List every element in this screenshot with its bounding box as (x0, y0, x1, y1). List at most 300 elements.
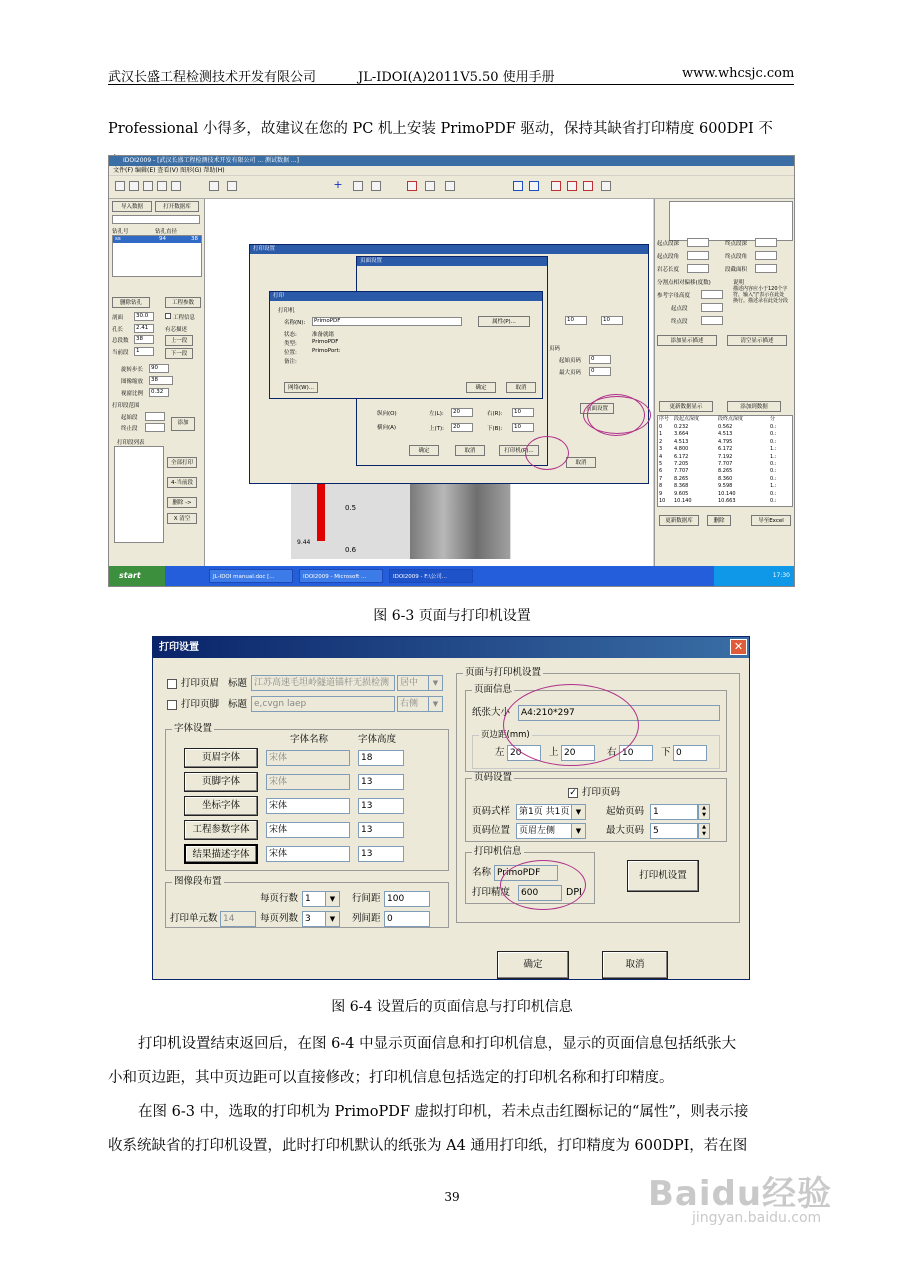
bg-cancel-button-2[interactable]: 取消 (566, 457, 596, 468)
printer-section-label: 打印机 (278, 308, 295, 314)
print-page-no-label: 打印页码 (582, 787, 621, 798)
table-cell: 4 (659, 453, 663, 460)
baidu-logo-watermark: Baidu经验 (648, 1174, 833, 1214)
table-cell: 9 (659, 490, 663, 497)
network-button[interactable]: 网络(W)... (284, 382, 318, 393)
printer-cancel-button[interactable]: 取消 (506, 382, 536, 393)
red-circle-printer-info (500, 860, 586, 910)
hole-length-value[interactable]: 2.41 (134, 324, 154, 333)
table-cell: 4.513 (718, 431, 733, 438)
font-button[interactable]: 页脚字体 (184, 772, 258, 792)
grid-icon[interactable] (601, 181, 611, 191)
watermark-url: jingyan.baidu.com (692, 1210, 822, 1226)
ok-button[interactable]: 确定 (497, 951, 569, 979)
delete-row-button[interactable]: 删除 (707, 515, 731, 526)
th-extra: 分 (770, 416, 776, 422)
end-angle-field[interactable] (755, 251, 777, 260)
top-label: 上 (549, 747, 559, 758)
page-no-label: 页码 (549, 346, 561, 352)
table-header (659, 416, 669, 424)
table-cell: 6 (659, 468, 663, 475)
hole-list-selected-row[interactable] (113, 236, 201, 243)
save-icon[interactable] (115, 181, 125, 191)
view-ratio-value[interactable]: 0.32 (149, 388, 169, 397)
page-pos-label: 页码位置 (472, 825, 511, 836)
taskbar (109, 566, 794, 586)
table-cell: 9.598 (718, 483, 733, 490)
core-length-field[interactable] (687, 264, 709, 273)
footer-align-select[interactable] (397, 696, 443, 712)
font-height-field[interactable]: 13 (358, 774, 404, 790)
print-segment-list[interactable] (114, 446, 164, 543)
select-icon[interactable] (445, 181, 455, 191)
table-cell: 0.: (770, 475, 777, 482)
font-settings-group (165, 723, 449, 871)
hole-dia-value: 94 (159, 236, 166, 242)
table-cell: 1 (659, 431, 663, 438)
font-button[interactable]: 坐标字体 (184, 796, 258, 816)
end-seg-r-field[interactable] (701, 316, 723, 325)
th-end: 段终点深度 (718, 416, 744, 422)
depth-label-3: 9.44 (297, 539, 311, 546)
rotate-step-value[interactable]: 90 (149, 364, 169, 373)
col-gap-input[interactable]: 0 (384, 911, 430, 927)
page-number: 39 (444, 1190, 460, 1204)
th-idx: 序号 (659, 416, 670, 422)
table-cell: 0.: (770, 498, 777, 504)
print-footer-label: 打印页脚 (181, 699, 220, 710)
table-cell: 10.140 (718, 490, 736, 497)
profile-label: 剖面 (112, 315, 124, 321)
table-cell: 7.205 (674, 461, 689, 467)
table-cell: 0.: (770, 461, 777, 467)
current-seg-value[interactable]: 1 (134, 347, 154, 356)
printer-button[interactable]: 打印机(P)... (499, 445, 539, 456)
max-page-label: 最大页码 (606, 825, 645, 836)
right-field-bg[interactable]: 10 (565, 316, 587, 325)
top-margin-field[interactable]: 20 (451, 423, 473, 432)
app-menu-bar[interactable]: 文件(F) 编辑(E) 查看(V) 图形(G) 帮助(H) (109, 166, 794, 175)
start-seg-label: 起始段 (121, 415, 138, 421)
page-cancel-button[interactable]: 取消 (455, 445, 485, 456)
print-icon[interactable] (157, 181, 167, 191)
top-margin-label: 上(T): (429, 426, 445, 432)
app-toolbar (109, 176, 794, 199)
section-area-field[interactable] (755, 264, 777, 273)
open-icon[interactable] (129, 181, 139, 191)
figure-6-4-dialog (152, 636, 750, 980)
printer-type-value: PrimoPDF (312, 339, 339, 345)
depth-label-1: 0.5 (345, 504, 357, 512)
printer-location-value: PrimoPort: (312, 348, 341, 354)
font-name-field[interactable]: 宋体 (266, 822, 350, 838)
font-height-field[interactable]: 13 (358, 798, 404, 814)
table-cell: 1.: (770, 453, 777, 460)
table-cell: 0.: (770, 490, 777, 497)
hole-list[interactable] (112, 235, 202, 277)
table-cell: 0.: (770, 438, 777, 445)
add-description-button[interactable]: 添加显示描述 (657, 335, 717, 346)
font-button[interactable]: 页眉字体 (184, 748, 258, 768)
paper-size-label: 纸张大小 (472, 707, 511, 718)
table-cell: 7.192 (718, 453, 733, 460)
right-panel (654, 199, 795, 566)
start-seg-r-field[interactable] (701, 303, 723, 312)
hole-no-label: 钻孔号 (112, 229, 129, 235)
next-segment-button[interactable]: 下一段 (165, 348, 193, 359)
bottom-margin-label: 下(B): (487, 426, 503, 432)
font-name-field[interactable]: 宋体 (266, 750, 350, 766)
right-label: 右 (607, 747, 617, 758)
current-seg-button[interactable]: 4-当前段 (167, 477, 197, 488)
print-range-label: 打印段范围 (112, 403, 140, 409)
hole-extra-value: 38 (191, 236, 198, 242)
crosshair-icon[interactable]: + (333, 178, 343, 191)
left-margin-label: 左(L): (429, 411, 444, 417)
image-layout-title: 图像段布置 (174, 876, 222, 887)
app-title-bar: IDOI2009 - [武汉长盛工程检测技术开发有限公司 ... 测试数据 ...] (109, 156, 794, 166)
core-desc-label: 有芯描述 (165, 327, 188, 333)
printer-dialog-title: 打印 (270, 292, 542, 301)
table-cell: 10.663 (718, 498, 736, 504)
table-cell: 9.605 (674, 490, 689, 497)
precision-label: 打印精度 (472, 887, 511, 898)
printer-name-select[interactable]: PrimoPDF (312, 317, 462, 326)
header-website: www.whcsjc.com (682, 66, 795, 81)
project-info-checkbox[interactable] (165, 313, 171, 319)
table-cell: 3 (659, 446, 663, 453)
printer-name-value: PrimoPDF (494, 865, 558, 881)
table-cell: 4.800 (674, 446, 689, 453)
table-icon[interactable] (371, 181, 381, 191)
row-gap-label: 行间距 (352, 893, 381, 904)
right-margin-input[interactable]: 10 (619, 745, 653, 761)
export-icon[interactable] (143, 181, 153, 191)
bottom-field-bg[interactable]: 10 (601, 316, 623, 325)
font-height-header: 字体高度 (358, 734, 397, 745)
end-depth-field[interactable] (755, 238, 777, 247)
paper-size-value: A4:210*297 (518, 705, 720, 721)
end-seg-label: 终止段 (121, 426, 138, 432)
properties-button[interactable]: 属性(P)... (478, 316, 530, 327)
table-cell: 10.140 (674, 498, 692, 504)
bottom-label: 下 (661, 747, 671, 758)
project-path-field[interactable] (112, 215, 200, 224)
dialog-title: 打印设置 (153, 637, 749, 658)
clear-description-button[interactable]: 清空显示描述 (727, 335, 787, 346)
max-page-label: 最大页码 (559, 370, 582, 376)
cancel-button[interactable]: 取消 (602, 951, 668, 979)
right-margin-field[interactable]: 10 (512, 408, 534, 417)
footer-title-input[interactable]: e,cvgn laep (251, 696, 395, 712)
red-circle-page-setup (583, 396, 651, 434)
add-to-data-button[interactable]: 添加到数据 (727, 401, 781, 412)
cols-per-page-label: 每页列数 (260, 913, 299, 924)
page-setup-dialog-title: 页面设置 (357, 257, 547, 266)
note-title: 说明 (733, 280, 745, 286)
task-idoi[interactable]: IDOI2009 - Microsoft ... (299, 569, 383, 583)
print-all-button[interactable]: 全部打印 (167, 457, 197, 468)
offset-label: 分割点相对偏移(度数) (657, 280, 711, 286)
export-excel-button[interactable]: 导至Excel (751, 515, 791, 526)
paragraph-2-line-2: 收系统缺省的打印机设置，此时打印机默认的纸张为 A4 通用打印纸，打印精度为 600DPI，若在图 (108, 1138, 748, 1154)
start-button[interactable]: start (109, 566, 165, 586)
font-button[interactable]: 结果描述字体 (184, 844, 258, 864)
start-page-field[interactable]: 0 (589, 355, 611, 364)
th-start: 段起点深度 (674, 416, 700, 422)
hole-length-label: 孔长 (112, 327, 124, 333)
table-cell: 8.368 (674, 483, 689, 490)
rows-per-page-value: 1 (305, 894, 311, 904)
table-cell: 2 (659, 438, 663, 445)
table-cell: 0.232 (674, 424, 689, 430)
letter-height-field[interactable] (701, 290, 723, 299)
profile-value[interactable]: 30.0 (134, 312, 154, 321)
table-cell: 7.707 (718, 461, 733, 467)
image-zoom-label: 图像缩放 (121, 379, 144, 385)
chevron-down-icon: ▼ (428, 697, 442, 711)
paragraph-1-line-2: 小和页边距，其中页边距可以直接修改；打印机信息包括选定的打印机名称和打印精度。 (108, 1070, 674, 1086)
start-seg-field[interactable] (145, 412, 165, 421)
table-cell: 8.265 (718, 468, 733, 475)
footer-title-label: 标题 (228, 699, 248, 710)
start-page-label: 起始页码 (606, 806, 645, 817)
printer-status-value: 准备就绪 (312, 332, 335, 338)
left-panel (109, 199, 205, 566)
printer-icon[interactable] (171, 181, 181, 191)
page-ok-button[interactable]: 确定 (409, 445, 439, 456)
update-db-button[interactable]: 更新数据库 (659, 515, 699, 526)
segment-table[interactable] (657, 415, 793, 507)
print-footer-checkbox[interactable] (167, 700, 177, 710)
font-name-field[interactable]: 宋体 (266, 774, 350, 790)
table-cell: 7 (659, 475, 663, 482)
page-number-title: 页码设置 (474, 772, 513, 783)
portrait-radio[interactable]: 纵向(O) (377, 411, 397, 417)
image-zoom-value[interactable]: 38 (149, 376, 173, 385)
end-depth-label: 终点段深 (725, 241, 748, 247)
left-label: 左 (495, 747, 505, 758)
bottom-margin-input[interactable]: 0 (673, 745, 707, 761)
window-icon[interactable] (513, 181, 523, 191)
page-style-select[interactable] (516, 804, 586, 820)
font-name-header: 字体名称 (290, 734, 329, 745)
remove-button[interactable]: 删除 -> (167, 497, 197, 508)
color-icon[interactable] (551, 181, 561, 191)
table-cell: 10 (659, 498, 666, 504)
delete-hole-button[interactable]: 删除钻孔 (112, 297, 150, 308)
max-page-field[interactable]: 0 (589, 367, 611, 376)
clear-button[interactable]: X 清空 (167, 513, 197, 524)
page-info-title: 页面信息 (474, 684, 513, 695)
rows-per-page-label: 每页行数 (260, 893, 299, 904)
landscape-radio[interactable]: 横向(A) (377, 425, 397, 431)
depth-label-2: 0.6 (345, 546, 357, 554)
view-ratio-label: 视窗比例 (121, 391, 144, 397)
rows-per-page-select[interactable] (302, 891, 340, 907)
table-cell: 8 (659, 483, 663, 490)
max-page-spinner-icon[interactable]: ▲ ▼ (698, 823, 710, 839)
table-cell: 8.360 (718, 475, 733, 482)
table-cell: 4.513 (674, 438, 689, 445)
chevron-down-icon: ▼ (325, 892, 339, 906)
printer-location-label: 位置: (284, 350, 297, 356)
window2-icon[interactable] (529, 181, 539, 191)
page-style-label: 页码式样 (472, 806, 511, 817)
core-image (410, 481, 510, 559)
end-angle-label: 终点段角 (725, 254, 748, 260)
system-tray-clock: 17:30 (714, 566, 794, 586)
color2-icon[interactable] (567, 181, 577, 191)
project-params-button[interactable]: 工程参数 (165, 297, 201, 308)
align-icon[interactable] (353, 181, 363, 191)
cols-per-page-select[interactable] (302, 911, 340, 927)
import-data-button[interactable]: 导入数据 (112, 201, 152, 212)
printer-type-label: 类型: (284, 341, 297, 347)
page-printer-title: 页面与打印机设置 (465, 667, 542, 678)
table-cell: 6.172 (674, 453, 689, 460)
open-database-button[interactable]: 打开数据库 (155, 201, 199, 212)
figure-6-4-caption: 图 6-4 设置后的页面信息与打印机信息 (331, 999, 573, 1015)
row-gap-input[interactable]: 100 (384, 891, 430, 907)
rect-icon[interactable] (583, 181, 593, 191)
header-align-select[interactable] (397, 675, 443, 691)
page-icon[interactable] (209, 181, 219, 191)
header-title-input[interactable]: 江苏高速毛坦岭隧道锚杆无损检测 (251, 675, 395, 691)
page-style-value: 第1页 共1页 (519, 807, 570, 817)
table-cell: 6.172 (718, 446, 733, 453)
cols-per-page-value: 3 (305, 914, 311, 924)
dpi-label: DPI (566, 887, 582, 898)
printer-name-label: 名称 (472, 867, 492, 878)
page2-icon[interactable] (227, 181, 237, 191)
start-depth-field[interactable] (687, 238, 709, 247)
font-height-field[interactable]: 13 (358, 846, 404, 862)
update-display-button[interactable]: 更新数据显示 (659, 401, 713, 412)
print-units-input[interactable]: 14 (220, 911, 256, 927)
print-page-no-checkbox[interactable]: ✓ (569, 788, 577, 798)
header-align-value: 居中 (400, 678, 419, 688)
prev-segment-button[interactable]: 上一段 (165, 335, 193, 346)
table-cell: 3.664 (674, 431, 689, 438)
print-header-label: 打印页眉 (181, 678, 220, 689)
table-cell: 1.: (770, 446, 777, 453)
figure-6-3-caption: 图 6-3 页面与打印机设置 (373, 608, 531, 624)
intro-line: Professional 小得多，故建议在您的 PC 机上安装 PrimoPDF 驱动，保持其缺省打印精度 600DPI 不 (108, 121, 773, 137)
font-settings-title: 字体设置 (174, 723, 213, 734)
paragraph-1-line-1: 打印机设置结束返回后，在图 6-4 中显示页面信息和打印机信息，显示的页面信息包括纸张大 (138, 1036, 737, 1052)
font-height-field[interactable]: 13 (358, 822, 404, 838)
task-word[interactable]: JL-IDOI manual.doc [... (209, 569, 293, 583)
top-margin-input[interactable]: 20 (561, 745, 595, 761)
page-number-group (465, 772, 727, 842)
print-units-label: 打印单元数 (170, 913, 218, 924)
header-company: 武汉长盛工程检测技术开发有限公司 (108, 70, 317, 85)
task-idoi-active[interactable]: IDOI2009 - F:\公司... (389, 569, 473, 583)
page-pos-value: 页眉左侧 (519, 826, 556, 836)
table-cell: 0.: (770, 468, 777, 475)
table-cell: 0.: (770, 424, 777, 430)
start-angle-field[interactable] (687, 251, 709, 260)
table-cell: 4.795 (718, 438, 733, 445)
font-button[interactable]: 工程参数字体 (184, 820, 258, 840)
project-info-label: 工程信息 (173, 315, 196, 321)
printer-ok-button[interactable]: 确定 (466, 382, 496, 393)
hole-dia-label: 钻孔直径 (155, 229, 178, 235)
chevron-down-icon: ▼ (428, 676, 442, 690)
paragraph-2-line-1: 在图 6-3 中，选取的打印机为 PrimoPDF 虚拟打印机，若未点击红圈标记的“属性”，则表示接 (138, 1104, 749, 1120)
chevron-down-icon: ▼ (325, 912, 339, 926)
print-header-checkbox[interactable] (167, 679, 177, 689)
page-setup-button[interactable]: 页面设置 (580, 403, 614, 414)
header-manual-title: JL-IDOI(A)2011V5.50 使用手册 (358, 70, 555, 85)
left-margin-input[interactable]: 20 (507, 745, 541, 761)
font-name-field[interactable]: 宋体 (266, 846, 350, 862)
total-segs-value[interactable]: 38 (134, 335, 154, 344)
start-depth-label: 起点段深 (657, 241, 680, 247)
font-height-field[interactable]: 18 (358, 750, 404, 766)
figure-6-3-screenshot (108, 155, 795, 587)
start-page-input[interactable]: 1 (650, 804, 698, 820)
table-cell: 0 (659, 424, 663, 430)
spacer (657, 351, 791, 395)
total-segs-label: 总段数 (112, 338, 129, 344)
triangle-icon[interactable] (425, 181, 435, 191)
max-page-input[interactable]: 5 (650, 823, 698, 839)
close-icon[interactable]: ✕ (730, 639, 747, 655)
left-margin-field[interactable]: 20 (451, 408, 473, 417)
printer-status-label: 状态: (284, 332, 297, 338)
col-gap-label: 列间距 (352, 913, 381, 924)
margin-title: 页边距(mm) (481, 730, 530, 740)
depth-marker-red (317, 481, 325, 541)
start-page-spinner-icon[interactable]: ▲ ▼ (698, 804, 710, 820)
add-range-button[interactable]: 添加 (171, 417, 195, 431)
printer-note-label: 备注: (284, 359, 297, 365)
header-title-label: 标题 (228, 678, 248, 689)
header-rule (108, 84, 794, 85)
right-margin-label: 右(R): (487, 411, 503, 417)
section-area-label: 段截面积 (725, 267, 748, 273)
red-circle-page-info (503, 684, 639, 766)
rotate-step-label: 旋转步长 (121, 367, 144, 373)
table-cell: 7.707 (674, 468, 689, 475)
image-layout-group (165, 876, 449, 928)
print-list-label: 打印段列表 (117, 440, 145, 446)
start-seg-r-label: 起点段 (671, 306, 688, 312)
page-pos-select[interactable] (516, 823, 586, 839)
table-cell: 0.562 (718, 424, 733, 430)
marker-icon[interactable] (407, 181, 417, 191)
bottom-margin-field[interactable]: 10 (512, 423, 534, 432)
table-cell: 0.: (770, 431, 777, 438)
note-text: 描述内容应小于120个字符，输入"|"表示在此处换行。描述录在此处分段 (733, 286, 789, 304)
printer-setup-button[interactable]: 打印机设置 (627, 860, 699, 892)
table-cell: 1.: (770, 483, 777, 490)
chevron-down-icon: ▼ (571, 805, 585, 819)
precision-value: 600 (518, 885, 562, 901)
hole-no-value: ss (115, 236, 121, 242)
letter-height-label: 参考字母高度 (657, 293, 691, 299)
table-cell: 8.265 (674, 475, 689, 482)
current-seg-label: 当前段 (112, 350, 129, 356)
font-name-field[interactable]: 宋体 (266, 798, 350, 814)
table-cell: 5 (659, 461, 663, 467)
footer-align-value: 右侧 (400, 699, 419, 709)
core-length-label: 岩芯长度 (657, 267, 680, 273)
description-box[interactable] (669, 201, 793, 241)
end-seg-field[interactable] (145, 423, 165, 432)
